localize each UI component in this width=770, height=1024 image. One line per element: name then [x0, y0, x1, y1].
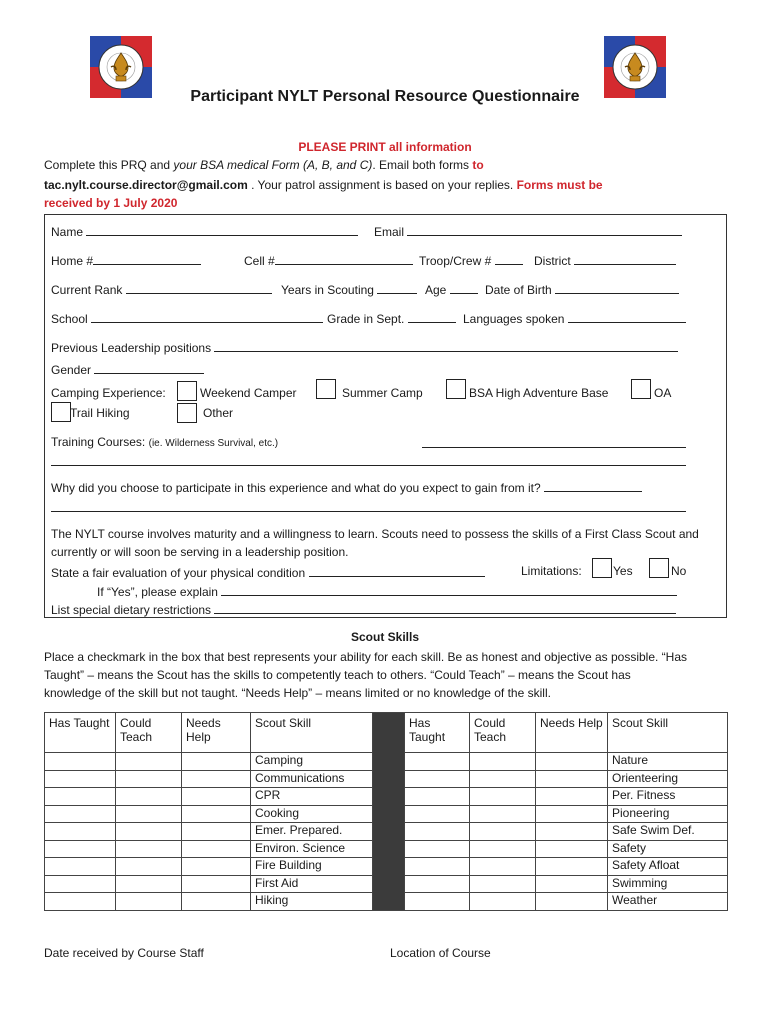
training-courses-label: Training Courses: (ie. Wilderness Survival, etc.) [51, 435, 279, 449]
has-taught-cell[interactable] [45, 875, 116, 893]
location-of-course-label: Location of Course [390, 946, 491, 960]
gender-field[interactable]: Gender [51, 361, 204, 377]
has-taught-cell[interactable] [405, 805, 470, 823]
date-of-birth-field[interactable]: Date of Birth [485, 281, 679, 297]
has-taught-cell[interactable] [405, 770, 470, 788]
has-taught-cell[interactable] [405, 858, 470, 876]
skill-name: Camping [251, 753, 373, 771]
has-taught-cell[interactable] [405, 893, 470, 911]
skill-name: Nature [608, 753, 728, 771]
participant-info-form [44, 214, 727, 618]
weekend-camper-checkbox[interactable] [177, 381, 197, 401]
weekend-camper-label: Weekend Camper [200, 386, 297, 400]
could-teach-cell[interactable] [470, 753, 536, 771]
date-received-label: Date received by Course Staff [44, 946, 204, 960]
limitations-no-label: No [671, 564, 687, 578]
needs-help-cell[interactable] [536, 840, 608, 858]
skills-header-row [45, 713, 728, 753]
has-taught-cell[interactable] [405, 753, 470, 771]
training-courses-input-1[interactable] [422, 435, 686, 451]
header-could-teach: Could Teach [116, 713, 182, 753]
skill-name: Weather [608, 893, 728, 911]
header-could-teach: Could Teach [470, 713, 536, 753]
needs-help-cell[interactable] [182, 893, 251, 911]
skill-name: Cooking [251, 805, 373, 823]
oa-label: OA [654, 386, 672, 400]
could-teach-cell[interactable] [470, 805, 536, 823]
needs-help-cell[interactable] [536, 893, 608, 911]
has-taught-cell[interactable] [45, 840, 116, 858]
skill-name: Per. Fitness [608, 788, 728, 806]
needs-help-cell[interactable] [536, 770, 608, 788]
trail-hiking-checkbox[interactable] [51, 402, 71, 422]
dietary-restrictions-field[interactable]: List special dietary restrictions [51, 601, 676, 617]
header-scout-skill: Scout Skill [251, 713, 373, 753]
skill-name: Communications [251, 770, 373, 788]
grade-field[interactable]: Grade in Sept. [327, 310, 456, 326]
skill-name: Safety [608, 840, 728, 858]
troop-crew-field[interactable]: Troop/Crew # [419, 252, 523, 268]
skill-name: Emer. Prepared. [251, 823, 373, 841]
has-taught-cell[interactable] [45, 788, 116, 806]
could-teach-cell[interactable] [470, 840, 536, 858]
camping-experience-label: Camping Experience: [51, 386, 166, 400]
has-taught-cell[interactable] [405, 823, 470, 841]
could-teach-cell[interactable] [470, 858, 536, 876]
could-teach-cell[interactable] [470, 875, 536, 893]
needs-help-cell[interactable] [182, 770, 251, 788]
intro-line-1: Complete this PRQ and your BSA medical Form (A, B, and C). Email both forms to [44, 158, 484, 172]
summer-camp-label: Summer Camp [342, 386, 423, 400]
skills-instructions-line-3: knowledge of the skill but not taught. “Needs Help” – means limited or no knowledge of the skill. [44, 686, 551, 700]
languages-field[interactable]: Languages spoken [463, 310, 686, 326]
could-teach-cell[interactable] [470, 770, 536, 788]
name-field[interactable]: Name [51, 223, 358, 239]
skill-name: Safe Swim Def. [608, 823, 728, 841]
has-taught-cell[interactable] [45, 805, 116, 823]
needs-help-cell[interactable] [536, 805, 608, 823]
has-taught-cell[interactable] [45, 753, 116, 771]
header-scout-skill: Scout Skill [608, 713, 728, 753]
skill-name: Orienteering [608, 770, 728, 788]
skills-instructions-line-1: Place a checkmark in the box that best represents your ability for each skill. Be as honest and objective as possible. “Has [44, 650, 687, 664]
needs-help-cell[interactable] [536, 753, 608, 771]
has-taught-cell[interactable] [45, 893, 116, 911]
summer-camp-checkbox[interactable] [316, 379, 336, 399]
could-teach-cell[interactable] [116, 823, 182, 841]
needs-help-cell[interactable] [536, 788, 608, 806]
school-field[interactable]: School [51, 310, 323, 326]
needs-help-cell[interactable] [182, 805, 251, 823]
why-participate-question[interactable]: Why did you choose to participate in this experience and what do you expect to gain from it? [51, 479, 642, 495]
scout-skills-table [44, 712, 728, 911]
years-in-scouting-field[interactable]: Years in Scouting [281, 281, 417, 297]
could-teach-cell[interactable] [116, 788, 182, 806]
why-participate-input[interactable] [51, 499, 686, 515]
scout-skills-heading: Scout Skills [350, 630, 420, 644]
deadline: received by 1 July 2020 [44, 196, 178, 210]
print-notice: PLEASE PRINT all information [298, 140, 472, 154]
email-field[interactable]: Email [374, 223, 682, 239]
home-phone-field[interactable]: Home # [51, 252, 201, 268]
skill-name: CPR [251, 788, 373, 806]
header-needs-help: Needs Help [536, 713, 608, 753]
leadership-positions-field[interactable]: Previous Leadership positions [51, 339, 678, 355]
could-teach-cell[interactable] [116, 770, 182, 788]
header-has-taught: Has Taught [405, 713, 470, 753]
has-taught-cell[interactable] [405, 840, 470, 858]
other-label: Other [203, 406, 234, 420]
could-teach-cell[interactable] [470, 823, 536, 841]
high-adventure-checkbox[interactable] [446, 379, 466, 399]
has-taught-cell[interactable] [45, 858, 116, 876]
has-taught-cell[interactable] [45, 770, 116, 788]
director-email[interactable]: tac.nylt.course.director@gmail.com [44, 178, 248, 192]
could-teach-cell[interactable] [116, 875, 182, 893]
oa-checkbox[interactable] [631, 379, 651, 399]
could-teach-cell[interactable] [116, 840, 182, 858]
page-title: Participant NYLT Personal Resource Questionnaire [190, 88, 580, 105]
skills-instructions-line-2: Taught” – means the Scout has the skills to competently teach to others. “Could Teach” – means the Scout has [44, 668, 631, 682]
needs-help-cell[interactable] [182, 875, 251, 893]
trail-hiking-label: Trail Hiking [70, 406, 130, 420]
needs-help-cell[interactable] [536, 858, 608, 876]
skill-name: Environ. Science [251, 840, 373, 858]
needs-help-cell[interactable] [536, 823, 608, 841]
cell-phone-field[interactable]: Cell # [244, 252, 413, 268]
needs-help-cell[interactable] [536, 875, 608, 893]
district-field[interactable]: District [534, 252, 676, 268]
high-adventure-label: BSA High Adventure Base [469, 386, 609, 400]
intro-line-2: tac.nylt.course.director@gmail.com . Your patrol assignment is based on your replies. Forms must be [44, 178, 603, 192]
needs-help-cell[interactable] [182, 788, 251, 806]
limitations-yes-checkbox[interactable] [592, 558, 612, 578]
maturity-statement-line-2: currently or will soon be serving in a leadership position. [51, 545, 349, 559]
table-divider [373, 713, 405, 911]
could-teach-cell[interactable] [116, 858, 182, 876]
training-courses-input-2[interactable] [51, 453, 686, 469]
could-teach-cell[interactable] [470, 788, 536, 806]
skill-name: Hiking [251, 893, 373, 911]
skill-name: Safety Afloat [608, 858, 728, 876]
header-needs-help: Needs Help [182, 713, 251, 753]
maturity-statement-line-1: The NYLT course involves maturity and a willingness to learn. Scouts need to possess the skills of a First Class Scout and [51, 527, 699, 541]
could-teach-cell[interactable] [116, 805, 182, 823]
other-checkbox[interactable] [177, 403, 197, 423]
needs-help-cell[interactable] [182, 753, 251, 771]
needs-help-cell[interactable] [182, 823, 251, 841]
needs-help-cell[interactable] [182, 840, 251, 858]
current-rank-field[interactable]: Current Rank [51, 281, 272, 297]
needs-help-cell[interactable] [182, 858, 251, 876]
has-taught-cell[interactable] [405, 875, 470, 893]
has-taught-cell[interactable] [45, 823, 116, 841]
physical-condition-field[interactable]: State a fair evaluation of your physical condition [51, 564, 485, 580]
header-has-taught: Has Taught [45, 713, 116, 753]
could-teach-cell[interactable] [116, 893, 182, 911]
could-teach-cell[interactable] [470, 893, 536, 911]
skill-name: Pioneering [608, 805, 728, 823]
limitations-no-checkbox[interactable] [649, 558, 669, 578]
limitations-yes-label: Yes [613, 564, 633, 578]
skill-name: First Aid [251, 875, 373, 893]
limitations-label: Limitations: [521, 564, 582, 578]
age-field[interactable]: Age [425, 281, 478, 297]
skill-name: Swimming [608, 875, 728, 893]
skill-name: Fire Building [251, 858, 373, 876]
has-taught-cell[interactable] [405, 788, 470, 806]
could-teach-cell[interactable] [116, 753, 182, 771]
explain-field[interactable]: If “Yes”, please explain [97, 583, 677, 599]
